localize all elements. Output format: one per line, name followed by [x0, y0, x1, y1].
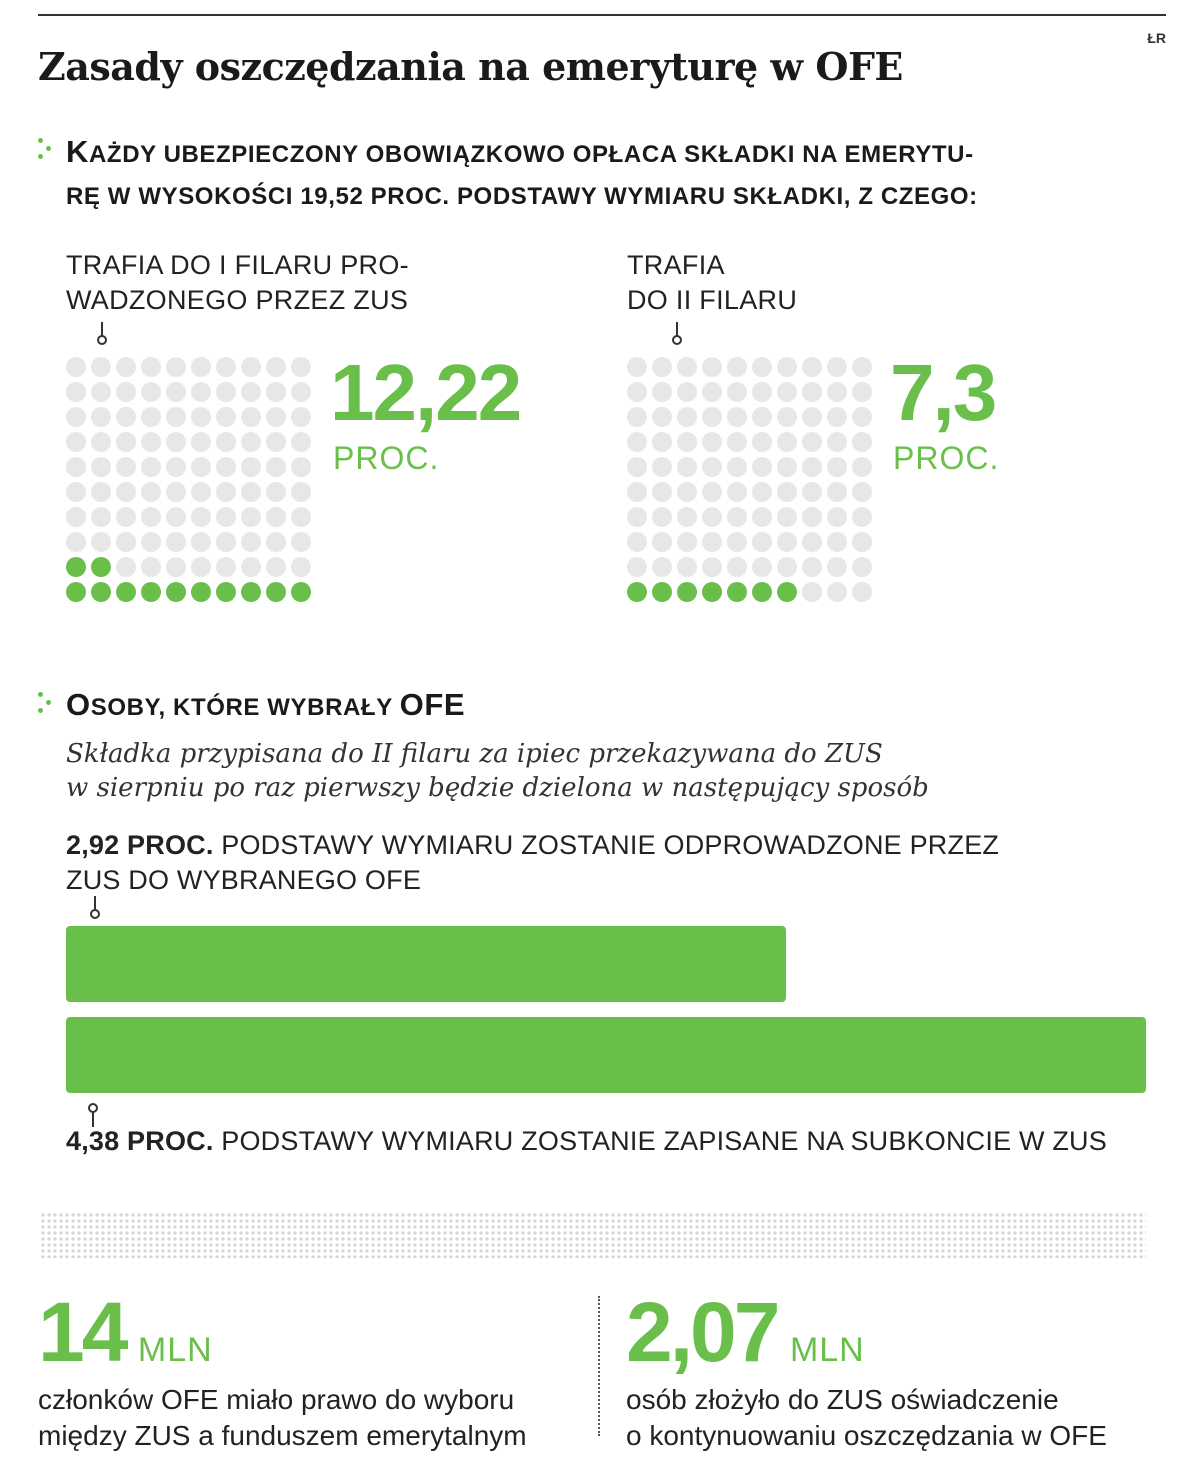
waffle-dot: [677, 457, 697, 477]
waffle-dot: [752, 432, 772, 452]
waffle-dot: [291, 482, 311, 502]
waffle-dot: [677, 557, 697, 577]
waffle-dot: [777, 532, 797, 552]
waffle-dot: [166, 457, 186, 477]
waffle-dot: [727, 382, 747, 402]
waffle-dot: [827, 357, 847, 377]
waffle-dot: [141, 382, 161, 402]
pointer-pin-icon: [90, 896, 100, 920]
pillar2-label: [627, 248, 797, 318]
waffle-dot-filled: [627, 582, 647, 602]
waffle-dot-filled: [91, 582, 111, 602]
waffle-dot: [777, 557, 797, 577]
waffle-dot-filled: [116, 582, 136, 602]
dotted-separator: [40, 1212, 1146, 1258]
waffle-dot: [216, 357, 236, 377]
waffle-dot: [66, 457, 86, 477]
waffle-dot: [116, 532, 136, 552]
waffle-dot: [777, 482, 797, 502]
bar-zus-subaccount: [66, 1017, 1146, 1093]
top-rule: [38, 14, 1166, 16]
waffle-dot: [852, 507, 872, 527]
waffle-dot: [677, 432, 697, 452]
waffle-dot: [141, 407, 161, 427]
pillar1-label-line2: WADZONEGO PRZEZ ZUS: [66, 285, 409, 315]
waffle-dot: [216, 407, 236, 427]
waffle-dot: [141, 457, 161, 477]
pointer-pin-icon: [672, 322, 682, 346]
waffle-dot: [116, 357, 136, 377]
waffle-dot: [116, 482, 136, 502]
waffle-dot: [677, 482, 697, 502]
section1-heading: [66, 131, 1176, 218]
waffle-dot: [752, 557, 772, 577]
stat2: [626, 1285, 865, 1379]
waffle-dot: [141, 357, 161, 377]
waffle-dot-filled: [141, 582, 161, 602]
waffle-dot-filled: [91, 557, 111, 577]
waffle-dot: [677, 407, 697, 427]
bullet-icon: [38, 692, 56, 718]
waffle-dot: [241, 482, 261, 502]
waffle-dot-filled: [727, 582, 747, 602]
pillar1-value: 12,22: [330, 348, 521, 437]
waffle-dot: [802, 532, 822, 552]
waffle-dot: [291, 407, 311, 427]
waffle-dot: [752, 382, 772, 402]
waffle-dot-filled: [216, 582, 236, 602]
waffle-dot: [652, 532, 672, 552]
bar2-label: [66, 1124, 1107, 1159]
waffle-dot: [91, 457, 111, 477]
waffle-dot: [116, 457, 136, 477]
stat1-desc-line2: między ZUS a funduszem emerytalnym: [38, 1420, 527, 1451]
pillar1-label-line1: TRAFIA DO I FILARU PRO-: [66, 250, 409, 280]
waffle-dot: [91, 407, 111, 427]
heading-initial: K: [66, 134, 89, 169]
waffle-dot: [777, 407, 797, 427]
stat1-desc-line1: członków OFE miało prawo do wyboru: [38, 1384, 515, 1415]
waffle-dot: [291, 507, 311, 527]
waffle-dot: [241, 407, 261, 427]
heading-text: SOBY, KTÓRE WYBRAŁY: [90, 694, 400, 721]
stat2-description: [626, 1382, 1107, 1454]
page-title: Zasady oszczędzania na emeryturę w OFE: [38, 44, 903, 89]
vertical-divider: [598, 1296, 600, 1436]
waffle-dot: [266, 407, 286, 427]
waffle-dot: [677, 507, 697, 527]
waffle-dot: [802, 407, 822, 427]
waffle-chart-pillar2: [627, 357, 877, 607]
waffle-dot: [91, 432, 111, 452]
waffle-dot: [752, 457, 772, 477]
waffle-dot: [802, 432, 822, 452]
waffle-dot: [702, 357, 722, 377]
waffle-dot: [291, 357, 311, 377]
waffle-dot: [827, 507, 847, 527]
waffle-dot: [727, 457, 747, 477]
waffle-dot: [91, 482, 111, 502]
waffle-dot: [727, 507, 747, 527]
waffle-dot: [727, 432, 747, 452]
waffle-dot-filled: [66, 582, 86, 602]
waffle-dot: [191, 457, 211, 477]
waffle-dot: [166, 482, 186, 502]
waffle-dot: [116, 432, 136, 452]
waffle-dot-filled: [291, 582, 311, 602]
waffle-dot: [802, 382, 822, 402]
waffle-dot: [827, 532, 847, 552]
waffle-dot: [627, 532, 647, 552]
waffle-dot: [852, 407, 872, 427]
waffle-dot: [241, 357, 261, 377]
waffle-dot: [66, 407, 86, 427]
waffle-dot: [216, 507, 236, 527]
waffle-dot: [827, 482, 847, 502]
waffle-dot: [852, 432, 872, 452]
pillar1-unit: PROC.: [333, 440, 440, 476]
waffle-dot: [852, 382, 872, 402]
stat2-unit: MLN: [789, 1331, 865, 1369]
waffle-dot: [777, 507, 797, 527]
waffle-dot: [216, 482, 236, 502]
waffle-dot: [702, 432, 722, 452]
section2-heading: [66, 684, 465, 729]
author-credit: ŁR: [1147, 30, 1166, 46]
waffle-dot: [827, 582, 847, 602]
waffle-dot: [702, 382, 722, 402]
waffle-dot: [627, 432, 647, 452]
waffle-dot-filled: [752, 582, 772, 602]
waffle-dot: [66, 432, 86, 452]
waffle-dot: [777, 357, 797, 377]
waffle-dot-filled: [266, 582, 286, 602]
stat1: [38, 1285, 213, 1379]
waffle-dot: [752, 532, 772, 552]
waffle-dot: [216, 457, 236, 477]
waffle-dot: [852, 532, 872, 552]
waffle-dot: [66, 532, 86, 552]
waffle-dot: [702, 407, 722, 427]
bar1-text-line2: ZUS DO WYBRANEGO OFE: [66, 865, 422, 895]
waffle-dot: [852, 557, 872, 577]
waffle-dot: [241, 507, 261, 527]
waffle-dot: [191, 507, 211, 527]
stat1-description: [38, 1382, 527, 1454]
pointer-pin-icon: [97, 322, 107, 346]
waffle-dot: [827, 557, 847, 577]
waffle-dot: [266, 482, 286, 502]
waffle-dot: [727, 357, 747, 377]
waffle-dot: [166, 407, 186, 427]
waffle-dot: [852, 357, 872, 377]
waffle-dot: [652, 432, 672, 452]
pillar2-label-line1: TRAFIA: [627, 250, 725, 280]
stat2-desc-line1: osób złożyło do ZUS oświadczenie: [626, 1384, 1059, 1415]
stat1-unit: MLN: [137, 1331, 213, 1369]
waffle-dot: [116, 507, 136, 527]
waffle-dot-filled: [66, 557, 86, 577]
waffle-dot: [802, 582, 822, 602]
waffle-dot: [627, 482, 647, 502]
waffle-dot: [777, 432, 797, 452]
waffle-dot: [291, 432, 311, 452]
waffle-dot: [241, 557, 261, 577]
waffle-dot: [241, 457, 261, 477]
waffle-dot: [627, 357, 647, 377]
section2-subtitle: [66, 737, 929, 805]
waffle-dot: [66, 507, 86, 527]
bar1-label: [66, 828, 999, 898]
waffle-dot: [266, 507, 286, 527]
waffle-dot: [802, 557, 822, 577]
waffle-dot: [752, 407, 772, 427]
waffle-dot: [216, 532, 236, 552]
pillar2-label-line2: DO II FILARU: [627, 285, 798, 315]
heading-ofe: OFE: [399, 687, 466, 722]
waffle-dot: [266, 532, 286, 552]
heading-line1: AŻDY UBEZPIECZONY OBOWIĄZKOWO OPŁACA SKŁADKI NA EMERYTU-: [89, 141, 974, 168]
bar2-text: PODSTAWY WYMIARU ZOSTANIE ZAPISANE NA SUBKONCIE W ZUS: [213, 1126, 1107, 1156]
waffle-dot: [191, 357, 211, 377]
pillar2-unit: PROC.: [893, 440, 1000, 476]
waffle-dot: [802, 357, 822, 377]
waffle-dot: [852, 457, 872, 477]
waffle-dot: [241, 532, 261, 552]
waffle-dot: [141, 432, 161, 452]
waffle-dot: [166, 532, 186, 552]
waffle-dot-filled: [166, 582, 186, 602]
waffle-dot: [702, 532, 722, 552]
waffle-dot-filled: [241, 582, 261, 602]
waffle-dot: [727, 532, 747, 552]
waffle-dot: [802, 507, 822, 527]
waffle-dot: [141, 482, 161, 502]
waffle-dot: [677, 382, 697, 402]
waffle-dot: [777, 382, 797, 402]
waffle-dot: [291, 557, 311, 577]
waffle-dot: [191, 432, 211, 452]
waffle-dot: [827, 457, 847, 477]
waffle-dot: [677, 532, 697, 552]
waffle-dot: [166, 432, 186, 452]
stat1-value: 14: [38, 1285, 126, 1379]
waffle-dot: [166, 382, 186, 402]
waffle-dot: [652, 407, 672, 427]
waffle-dot: [191, 407, 211, 427]
waffle-dot: [702, 482, 722, 502]
pillar2-value: 7,3: [890, 348, 996, 437]
heading-initial: O: [66, 687, 91, 722]
waffle-dot: [627, 407, 647, 427]
waffle-dot: [777, 457, 797, 477]
waffle-dot: [241, 382, 261, 402]
waffle-dot: [91, 357, 111, 377]
waffle-dot: [91, 507, 111, 527]
waffle-dot: [752, 482, 772, 502]
waffle-dot: [627, 457, 647, 477]
waffle-dot: [191, 482, 211, 502]
waffle-dot: [91, 532, 111, 552]
waffle-dot: [652, 357, 672, 377]
waffle-dot: [802, 482, 822, 502]
waffle-dot: [116, 557, 136, 577]
waffle-dot: [266, 432, 286, 452]
waffle-dot: [141, 507, 161, 527]
waffle-dot: [652, 507, 672, 527]
waffle-dot: [852, 482, 872, 502]
waffle-dot: [191, 382, 211, 402]
waffle-dot: [852, 582, 872, 602]
waffle-dot-filled: [702, 582, 722, 602]
stat2-value: 2,07: [626, 1285, 778, 1379]
waffle-dot: [627, 507, 647, 527]
waffle-dot-filled: [191, 582, 211, 602]
waffle-dot: [91, 382, 111, 402]
waffle-dot: [166, 557, 186, 577]
waffle-dot: [627, 382, 647, 402]
waffle-dot: [752, 507, 772, 527]
bar2-value: 4,38 PROC.: [66, 1126, 214, 1156]
waffle-dot: [116, 382, 136, 402]
waffle-dot: [191, 557, 211, 577]
waffle-dot: [66, 482, 86, 502]
waffle-dot: [802, 457, 822, 477]
subtitle-line1: Składka przypisana do II filaru za ipiec przekazywana do ZUS: [66, 739, 883, 769]
bullet-icon: [38, 138, 56, 164]
waffle-dot-filled: [677, 582, 697, 602]
waffle-dot: [727, 557, 747, 577]
waffle-dot: [166, 357, 186, 377]
waffle-dot: [141, 557, 161, 577]
waffle-dot: [66, 357, 86, 377]
waffle-dot: [627, 557, 647, 577]
waffle-dot: [291, 532, 311, 552]
waffle-dot: [727, 482, 747, 502]
waffle-dot: [727, 407, 747, 427]
waffle-dot: [216, 382, 236, 402]
waffle-dot: [291, 457, 311, 477]
waffle-dot: [677, 357, 697, 377]
waffle-dot: [652, 557, 672, 577]
pillar1-label: [66, 248, 409, 318]
waffle-dot: [752, 357, 772, 377]
waffle-dot: [652, 482, 672, 502]
waffle-dot: [216, 432, 236, 452]
waffle-dot: [266, 457, 286, 477]
stat2-desc-line2: o kontynuowaniu oszczędzania w OFE: [626, 1420, 1107, 1451]
waffle-dot: [216, 557, 236, 577]
waffle-dot: [266, 557, 286, 577]
bar-ofe: [66, 926, 786, 1002]
bar1-value: 2,92 PROC.: [66, 830, 214, 860]
waffle-dot: [66, 382, 86, 402]
waffle-dot-filled: [777, 582, 797, 602]
waffle-dot: [827, 407, 847, 427]
waffle-dot: [702, 557, 722, 577]
waffle-dot: [827, 382, 847, 402]
waffle-dot-filled: [652, 582, 672, 602]
waffle-dot: [702, 507, 722, 527]
waffle-dot: [191, 532, 211, 552]
subtitle-line2: w sierpniu po raz pierwszy będzie dzielona w następujący sposób: [66, 773, 929, 803]
heading-line2: RĘ W WYSOKOŚCI 19,52 PROC. PODSTAWY WYMIARU SKŁADKI, Z CZEGO:: [66, 183, 978, 210]
waffle-dot: [827, 432, 847, 452]
waffle-dot: [266, 357, 286, 377]
waffle-dot: [266, 382, 286, 402]
waffle-dot: [116, 407, 136, 427]
waffle-chart-pillar1: [66, 357, 316, 607]
waffle-dot: [702, 457, 722, 477]
bar1-text-line1: PODSTAWY WYMIARU ZOSTANIE ODPROWADZONE PRZEZ: [213, 830, 1000, 860]
waffle-dot: [241, 432, 261, 452]
waffle-dot: [652, 457, 672, 477]
waffle-dot: [166, 507, 186, 527]
waffle-dot: [291, 382, 311, 402]
waffle-dot: [141, 532, 161, 552]
waffle-dot: [652, 382, 672, 402]
